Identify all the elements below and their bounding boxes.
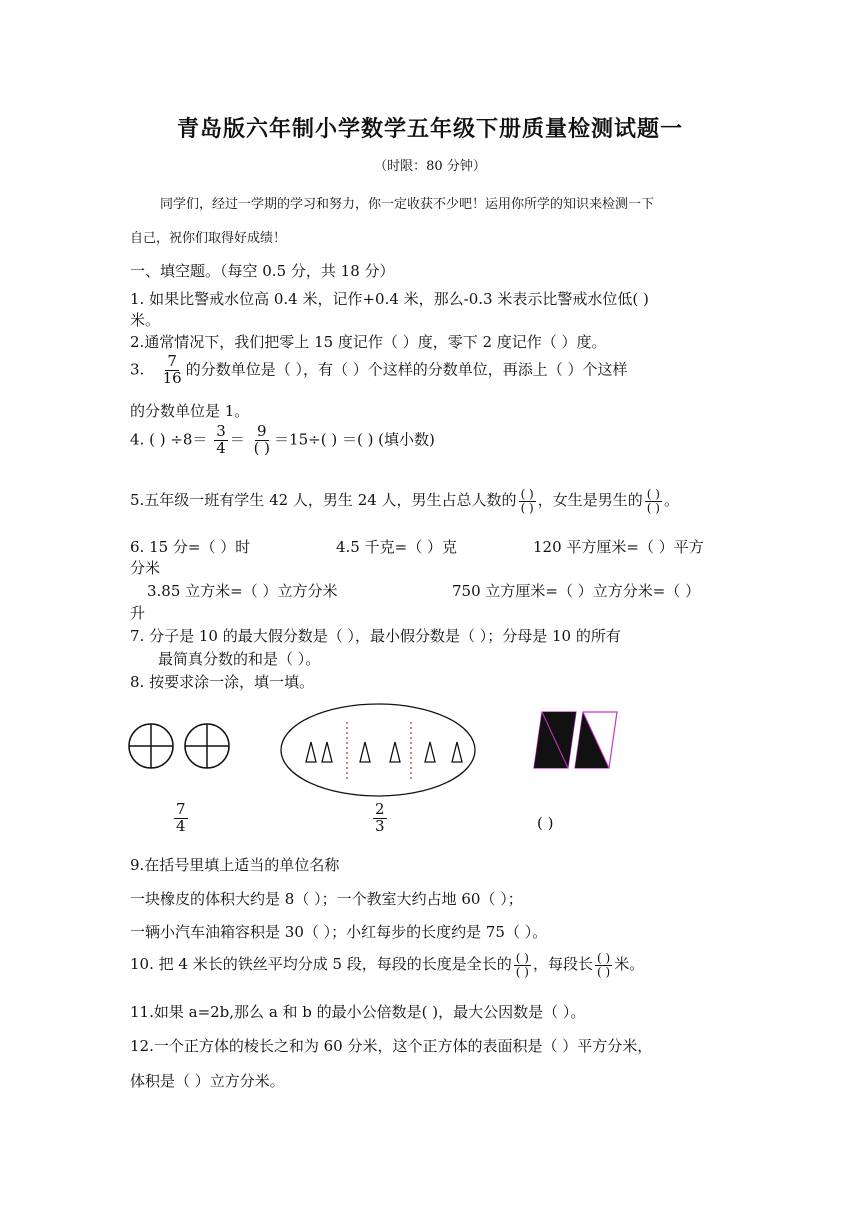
fraction-numerator: 3 — [216, 422, 226, 440]
parallelogram-1 — [534, 712, 576, 768]
question-4-part-2: ＝15÷( ) ＝( ) (填小数) — [274, 430, 435, 449]
blank-fraction — [514, 952, 531, 978]
question-12-line-2: 体积是（ ）立方分米。 — [130, 1072, 285, 1090]
question-9-line-1: 一块橡皮的体积大约是 8（ ）；一个教室大约占地 60（ ）； — [130, 890, 523, 908]
intro-line-2: 自己，祝你们取得好成绩！ — [130, 231, 287, 246]
fraction-denominator: ( ) — [597, 964, 611, 979]
fraction-7-4 — [174, 802, 188, 835]
triangles-ellipse — [281, 704, 475, 796]
question-10-end: 米。 — [614, 955, 645, 974]
parallelogram-2 — [575, 712, 617, 768]
time-limit: （时限：80 分钟） — [374, 159, 486, 174]
fraction-7-16 — [161, 354, 184, 387]
fraction-numerator: 2 — [375, 800, 385, 818]
question-6-e: 750 立方厘米=（ ）立方分米=（ ） — [452, 582, 701, 600]
question-8-figures — [120, 700, 640, 805]
page-title: 青岛版六年制小学数学五年级下册质量检测试题一 — [176, 117, 683, 142]
question-3-number: 3. — [130, 360, 145, 379]
question-1-line-1: 1. 如果比警戒水位高 0.4 米，记作+0.4 米，那么-0.3 米表示比警戒水位低( ) — [130, 290, 649, 308]
question-8: 8. 按要求涂一涂，填一填。 — [130, 673, 315, 691]
fraction-numerator: ( ) — [646, 487, 660, 501]
question-2: 2.通常情况下，我们把零上 15 度记作（ ）度，零下 2 度记作（ ）度。 — [130, 333, 607, 351]
question-6-d: 3.85 立方米=（ ）立方分米 — [147, 582, 338, 600]
question-3-text: 的分数单位是（ ），有（ ）个这样的分数单位，再添上（ ）个这样 — [185, 360, 628, 379]
question-5 — [130, 488, 679, 514]
fraction-denominator: ( ) — [520, 500, 534, 515]
circle-quarters-2 — [185, 724, 229, 768]
fraction-label-7-4 — [172, 802, 190, 835]
fraction-numerator: ( ) — [597, 951, 611, 965]
question-3-line-1 — [130, 354, 628, 387]
blank-fraction — [645, 488, 662, 514]
fraction-denominator: 16 — [162, 368, 182, 387]
question-9-title: 9.在括号里填上适当的单位名称 — [130, 856, 340, 874]
fraction-numerator: ( ) — [520, 487, 534, 501]
fraction-denominator: 3 — [375, 816, 385, 835]
fraction-numerator: ( ) — [515, 951, 529, 965]
question-7-line-1: 7. 分子是 10 的最大假分数是（ ），最小假分数是（ ）；分母是 10 的所有 — [130, 627, 621, 645]
fraction-denominator: ( ) — [253, 438, 271, 457]
question-4 — [130, 424, 435, 457]
fraction-label-2-3 — [371, 802, 389, 835]
circle-quarters-1 — [129, 724, 173, 768]
question-6-c-cont: 分米 — [130, 559, 161, 577]
question-10-text-1: 10. 把 4 米长的铁丝平均分成 5 段，每段的长度是全长的 — [130, 955, 512, 974]
question-9-line-2: 一辆小汽车油箱容积是 30（ ）；小红每步的长度约是 75（ ）。 — [130, 923, 548, 941]
question-6-c: 120 平方厘米=（ ）平方 — [533, 538, 704, 556]
question-1-line-2: 米。 — [130, 311, 161, 329]
fraction-numerator: 7 — [167, 352, 177, 370]
question-6-b: 4.5 千克=（ ）克 — [336, 538, 457, 556]
fraction-denominator: ( ) — [646, 500, 660, 515]
question-7-line-2: 最简真分数的和是（ ）。 — [158, 650, 321, 668]
question-5-text-1: 5.五年级一班有学生 42 人，男生 24 人，男生占总人数的 — [130, 491, 517, 510]
question-10-text-2: ，每段长 — [532, 955, 593, 974]
fraction-3-4 — [214, 424, 228, 457]
fraction-denominator: ( ) — [515, 964, 529, 979]
answer-blank: ( ) — [537, 814, 554, 832]
fraction-9-blank — [252, 424, 272, 457]
blank-fraction — [519, 488, 536, 514]
intro-line-1: 同学们，经过一学期的学习和努力，你一定收获不少吧！运用你所学的知识来检测一下 — [160, 197, 655, 212]
question-3-line-2: 的分数单位是 1。 — [130, 402, 250, 420]
question-10 — [130, 952, 644, 978]
fraction-denominator: 4 — [216, 438, 226, 457]
blank-fraction — [595, 952, 612, 978]
question-6-e-cont: 升 — [130, 604, 146, 622]
fraction-denominator: 4 — [176, 816, 186, 835]
question-12-line-1: 12.一个正方体的棱长之和为 60 分米，这个正方体的表面积是（ ）平方分米， — [130, 1037, 653, 1055]
equals-sign: ＝ — [229, 430, 245, 449]
question-4-part-1: 4. ( ) ÷8＝ — [130, 430, 208, 449]
question-6-a: 6. 15 分=（ ）时 — [130, 538, 251, 556]
fraction-2-3 — [373, 802, 387, 835]
fraction-numerator: 7 — [176, 800, 186, 818]
question-5-text-2: ，女生是男生的 — [537, 491, 643, 510]
section-heading: 一、填空题。（每空 0.5 分，共 18 分） — [130, 262, 395, 280]
question-5-end: 。 — [663, 491, 679, 510]
fraction-numerator: 9 — [257, 422, 267, 440]
question-11: 11.如果 a=2b,那么 a 和 b 的最小公倍数是( )，最大公因数是（ ）。 — [130, 1003, 586, 1021]
